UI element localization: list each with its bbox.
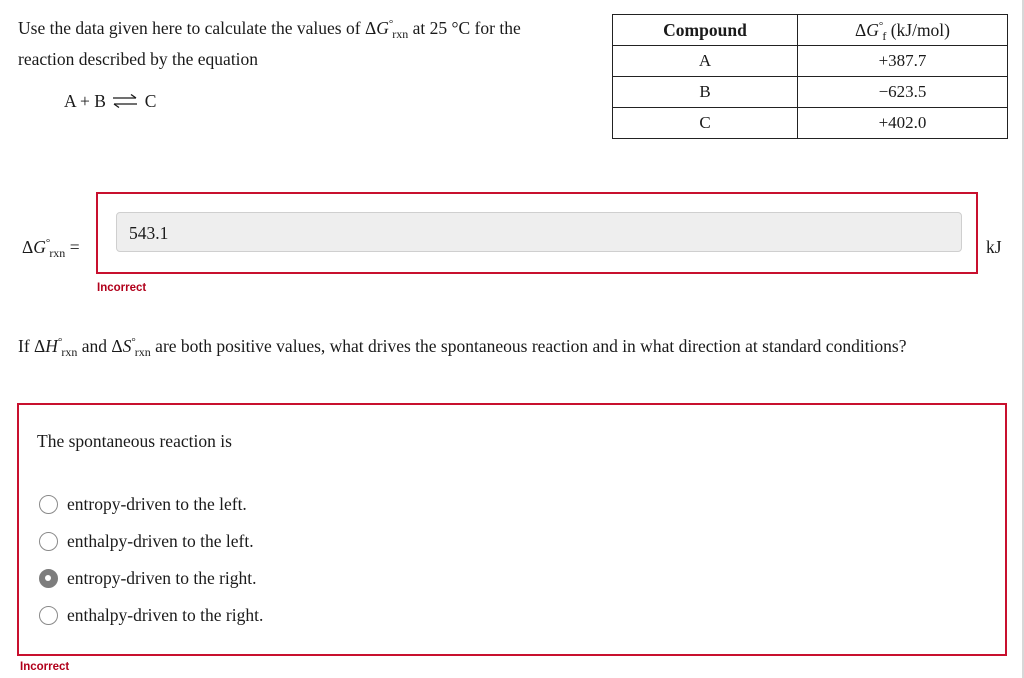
q1-intro: Use the data given here to calculate the values of: [18, 18, 365, 38]
table-row: [613, 77, 1008, 108]
delta-symbol: Δ: [22, 237, 34, 257]
option-enthalpy-right[interactable]: [39, 603, 263, 627]
table-row: [613, 108, 1008, 139]
table-header-row: [613, 15, 1008, 46]
option-label: enthalpy-driven to the right.: [67, 604, 264, 625]
thermo-data-table: [612, 14, 1008, 139]
q1-intro-temp: at 25 °C for the: [408, 18, 521, 38]
option-entropy-right[interactable]: [39, 566, 257, 590]
mc-prompt: The spontaneous reaction is: [37, 431, 232, 451]
degree-symbol: °: [45, 237, 51, 249]
compound-cell: C: [613, 108, 798, 139]
q2-and: and: [77, 336, 112, 356]
option-enthalpy-left[interactable]: [39, 529, 254, 553]
reaction-equation: [64, 91, 156, 113]
degree-symbol: °: [57, 336, 63, 348]
unit-label: (kJ/mol): [886, 19, 950, 40]
option-label: entropy-driven to the left.: [67, 493, 247, 514]
q1-intro-line2: reaction described by the equation: [18, 49, 259, 69]
delta-symbol: Δ: [364, 18, 377, 38]
q2-intro: If: [18, 336, 35, 356]
h-symbol: H: [45, 336, 58, 356]
equation-product: C: [144, 91, 157, 111]
q2-question: are both positive values, what drives the spontaneous reaction and in what direction at standard conditions?: [150, 336, 907, 356]
option-entropy-left[interactable]: [39, 492, 247, 516]
header-compound: Compound: [613, 15, 798, 46]
rxn-subscript: rxn: [61, 345, 78, 359]
rxn-subscript: rxn: [134, 345, 151, 359]
rxn-subscript: rxn: [392, 27, 409, 41]
degree-symbol: °: [878, 19, 884, 32]
delta-g-answer-input[interactable]: 543.1: [116, 212, 962, 252]
answer-box-incorrect: [96, 192, 978, 274]
radio-checked-icon[interactable]: [39, 569, 58, 588]
value-cell: −623.5: [798, 77, 1008, 108]
equals-sign: =: [65, 237, 80, 257]
value-cell: +387.7: [798, 46, 1008, 77]
option-label: enthalpy-driven to the left.: [67, 530, 254, 551]
delta-symbol: Δ: [34, 336, 46, 356]
g-symbol: G: [33, 237, 46, 257]
header-delta-gf: [798, 15, 1008, 46]
answer-unit: kJ: [986, 237, 1002, 257]
compound-cell: B: [613, 77, 798, 108]
s-symbol: S: [122, 336, 132, 356]
option-label: entropy-driven to the right.: [67, 567, 257, 588]
radio-unchecked-icon[interactable]: [39, 495, 58, 514]
g-symbol: G: [866, 19, 879, 40]
radio-unchecked-icon[interactable]: [39, 532, 58, 551]
question-1-text: [18, 14, 598, 73]
equilibrium-arrows-icon: [112, 92, 138, 113]
g-symbol: G: [376, 18, 389, 38]
degree-symbol: °: [388, 18, 394, 30]
answer-label: [22, 237, 80, 258]
rxn-subscript: rxn: [49, 246, 66, 260]
multiple-choice-box-incorrect: [17, 403, 1007, 656]
question-2-text: [18, 336, 907, 357]
compound-cell: A: [613, 46, 798, 77]
value-cell: +402.0: [798, 108, 1008, 139]
delta-symbol: Δ: [111, 336, 123, 356]
f-subscript: f: [882, 28, 887, 43]
choice-feedback: Incorrect: [20, 661, 70, 673]
delta-symbol: Δ: [855, 19, 867, 40]
degree-symbol: °: [131, 336, 136, 348]
radio-unchecked-icon[interactable]: [39, 606, 58, 625]
equation-reactants: A + B: [64, 91, 106, 111]
answer-feedback: Incorrect: [97, 282, 147, 294]
table-row: [613, 46, 1008, 77]
